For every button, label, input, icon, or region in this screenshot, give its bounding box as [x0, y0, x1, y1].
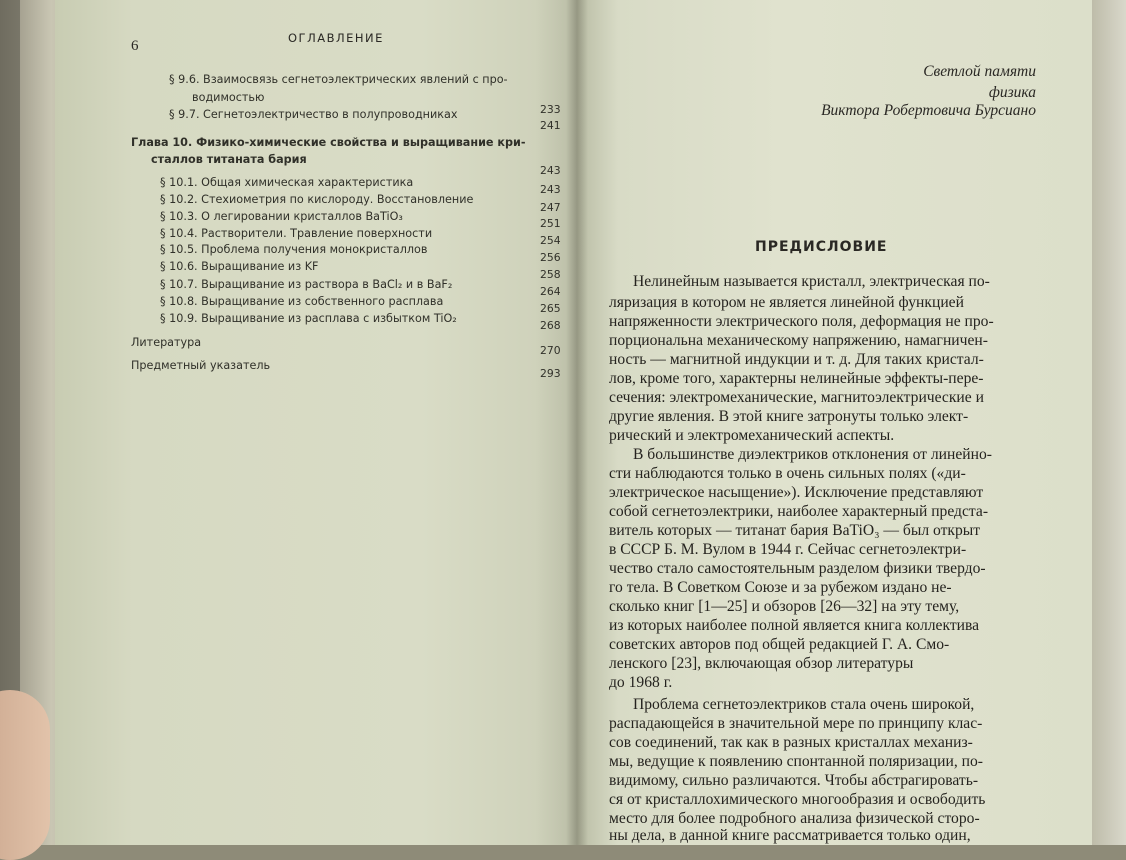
dedication-line: Светлой памяти	[923, 63, 1036, 80]
text-line: ны дела, в данной книге рассматривается только один,	[609, 827, 971, 844]
toc-page-number: 268	[540, 319, 561, 332]
toc-page-number: 258	[540, 268, 561, 281]
toc-entry-line: § 10.7. Выращивание из раствора в BaCl₂ и в BaF₂	[160, 278, 453, 291]
text-line: другие явления. В этой книге затронуты только элект-	[609, 408, 969, 425]
page-number: 6	[131, 38, 139, 54]
dedication-line: физика	[988, 84, 1036, 101]
toc-entry-line: § 10.8. Выращивание из собственного расплава	[160, 295, 444, 308]
toc-entry-line: § 10.2. Стехиометрия по кислороду. Восстановление	[160, 193, 474, 206]
toc-entry-line: § 10.6. Выращивание из KF	[160, 260, 319, 273]
text-line: лов, кроме того, характерны нелинейные эффекты-пере-	[609, 370, 984, 387]
page-title: ПРЕДИСЛОВИЕ	[755, 239, 888, 255]
toc-entry-line: § 9.7. Сегнетоэлектричество в полупроводниках	[169, 108, 458, 121]
page-header: ОГЛАВЛЕНИЕ	[288, 31, 384, 45]
toc-entry-line: § 10.9. Выращивание из расплава с избытком TiO₂	[160, 312, 457, 325]
text-line: В большинстве диэлектриков отклонения от линейно-	[633, 446, 992, 463]
text-line: видимому, сильно различаются. Чтобы абстрагировать-	[609, 772, 979, 789]
toc-page-number: 264	[540, 285, 561, 298]
text-line: в СССР Б. М. Вулом в 1944 г. Сейчас сегнетоэлектри-	[609, 541, 967, 558]
text-line: го тела. В Советком Союзе и за рубежом издано не-	[609, 579, 952, 596]
toc-page-number: 233	[540, 103, 561, 116]
text-line: сколько книг [1—25] и обзоров [26—32] на эту тему,	[609, 598, 960, 615]
text-line: сов соединений, так как в разных кристаллах механиз-	[609, 734, 973, 751]
toc-entry-line: Предметный указатель	[131, 359, 271, 372]
dedication-line: Виктора Робертовича Бурсиано	[821, 102, 1036, 119]
toc-entry-line: § 9.6. Взаимосвязь сегнетоэлектрических явлений с про-	[169, 73, 508, 86]
text-line: ся от кристаллохимического многообразия и освободить	[609, 791, 986, 808]
text-line: ность — магнитной индукции и т. д. Для таких кристал-	[609, 351, 984, 368]
toc-page-number: 256	[540, 251, 561, 264]
toc-entry-line: § 10.4. Растворители. Травление поверхности	[160, 227, 433, 240]
text-line: распадающейся в значительной мере по принципу клас-	[609, 715, 983, 732]
text-line: рический и электромеханический аспекты.	[609, 427, 895, 444]
toc-page-number: 254	[540, 234, 561, 247]
toc-page-number: 265	[540, 302, 561, 315]
text-line: мы, ведущие к появлению спонтанной поляризации, по-	[609, 753, 983, 770]
text-line: ляризация в котором не является линейной функцией	[609, 294, 964, 311]
toc-page-number: 247	[540, 201, 561, 214]
text-line: Проблема сегнетоэлектриков стала очень широкой,	[633, 696, 975, 713]
text-line: сечения: электромеханические, магнитоэлектрические и	[609, 389, 984, 406]
text-line: витель которых — титанат бария BaTiO₃ — был открыт	[609, 522, 981, 539]
toc-entry-line: § 10.5. Проблема получения монокристаллов	[160, 243, 428, 256]
text-line: ленского [23], включающая обзор литературы	[609, 655, 914, 672]
text-line: порциональна механическому напряжению, намагничен-	[609, 332, 988, 349]
background-right	[1086, 0, 1126, 845]
text-line: напряженности электрического поля, деформация не про-	[609, 313, 994, 330]
text-line: чество стало самостоятельным разделом физики твердо-	[609, 560, 986, 577]
text-line: Нелинейным называется кристалл, электрическая по-	[633, 273, 990, 290]
holding-finger	[0, 690, 50, 860]
toc-entry-line: Литература	[131, 336, 202, 349]
text-line: место для более подробного анализа физической сторо-	[609, 810, 980, 827]
text-line: электрическое насыщение»). Исключение представляют	[609, 484, 984, 501]
toc-page-number: 241	[540, 119, 561, 132]
toc-entry-line: § 10.3. О легировании кристаллов BaTiO₃	[160, 210, 403, 223]
book-gutter	[566, 0, 588, 845]
text-line: до 1968 г.	[609, 674, 673, 691]
toc-page-number: 270	[540, 344, 561, 357]
toc-page-number: 251	[540, 217, 561, 230]
toc-chapter-line: сталлов титаната бария	[151, 153, 307, 166]
toc-entry-line: § 10.1. Общая химическая характеристика	[160, 176, 414, 189]
text-line: советских авторов под общей редакцией Г. А. Смо-	[609, 636, 950, 653]
text-line: сти наблюдаются только в очень сильных полях («ди-	[609, 465, 966, 482]
toc-page-number: 243	[540, 164, 561, 177]
toc-page-number: 293	[540, 367, 561, 380]
toc-page-number: 243	[540, 183, 561, 196]
toc-chapter-line: Глава 10. Физико-химические свойства и выращивание кри-	[131, 136, 526, 149]
text-line: из которых наиболее полной является книга коллектива	[609, 617, 980, 634]
toc-entry-line: водимостью	[192, 91, 265, 104]
left-page	[55, 0, 577, 845]
text-line: собой сегнетоэлектрики, наиболее характерный предста-	[609, 503, 989, 520]
